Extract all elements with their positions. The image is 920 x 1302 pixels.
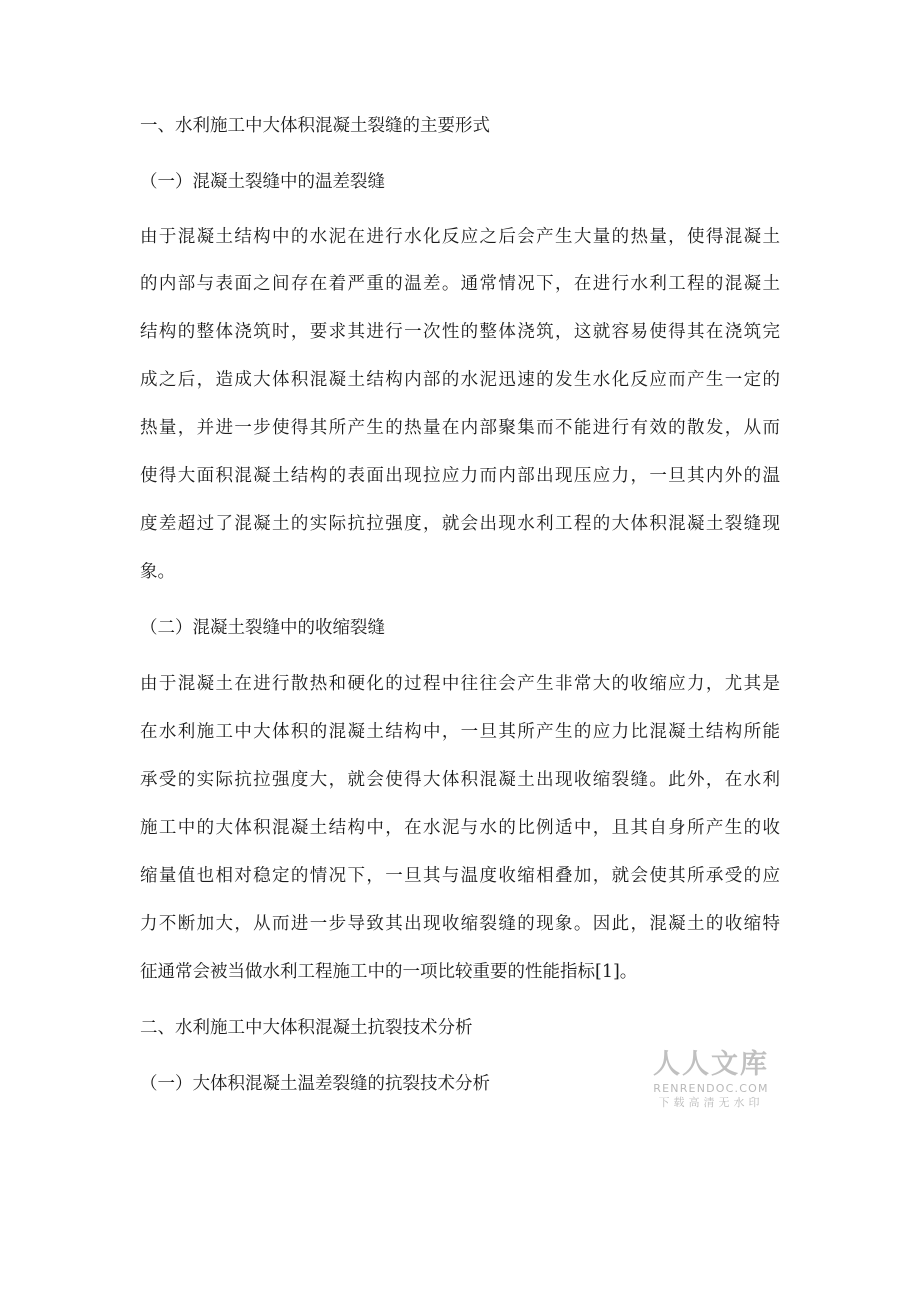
watermark-subtitle: 下载高清无水印 (658, 1096, 764, 1109)
section-heading-1: 一、水利施工中大体积混凝土裂缝的主要形式 (140, 116, 490, 136)
paragraph-line: 成之后，造成大体积混凝土结构内部的水泥迅速的发生水化反应而产生一定的 (140, 370, 780, 390)
paragraph-line: 的内部与表面之间存在着严重的温差。通常情况下，在进行水利工程的混凝土 (140, 274, 780, 294)
paragraph-line: 由于混凝土结构中的水泥在进行水化反应之后会产生大量的热量，使得混凝土 (140, 227, 780, 247)
paragraph-line: 由于混凝土在进行散热和硬化的过程中往往会产生非常大的收缩应力，尤其是 (140, 674, 780, 694)
paragraph-line: 征通常会被当做水利工程施工中的一项比较重要的性能指标[1]。 (140, 962, 638, 982)
paragraph-line: 热量，并进一步使得其所产生的热量在内部聚集而不能进行有效的散发，从而 (140, 418, 780, 438)
subsection-heading-2: （二）混凝土裂缝中的收缩裂缝 (140, 618, 385, 638)
paragraph-line: 在水利施工中大体积的混凝土结构中，一旦其所产生的应力比混凝土结构所能 (140, 722, 780, 742)
paragraph-line: 使得大面积混凝土结构的表面出现拉应力而内部出现压应力，一旦其内外的温 (140, 466, 780, 486)
paragraph-line: 力不断加大，从而进一步导致其出现收缩裂缝的现象。因此，混凝土的收缩特 (140, 914, 780, 934)
section-heading-2: 二、水利施工中大体积混凝土抗裂技术分析 (140, 1018, 473, 1038)
paragraph-line: 承受的实际抗拉强度大，就会使得大体积混凝土出现收缩裂缝。此外，在水利 (140, 770, 780, 790)
paragraph-line: 施工中的大体积混凝土结构中，在水泥与水的比例适中，且其自身所产生的收 (140, 818, 780, 838)
paragraph-line: 象。 (140, 562, 175, 582)
watermark-domain: RENRENDOC.COM (653, 1082, 769, 1095)
paragraph-line: 结构的整体浇筑时，要求其进行一次性的整体浇筑，这就容易使得其在浇筑完 (140, 322, 780, 342)
paragraph-line: 缩量值也相对稳定的情况下，一旦其与温度收缩相叠加，就会使其所承受的应 (140, 866, 780, 886)
watermark-title: 人人文库 (653, 1049, 769, 1080)
paragraph-line: 度差超过了混凝土的实际抗拉强度，就会出现水利工程的大体积混凝土裂缝现 (140, 514, 780, 534)
subsection-heading-1: （一）混凝土裂缝中的温差裂缝 (140, 172, 385, 192)
watermark (648, 1050, 774, 1109)
subsection-heading-3: （一）大体积混凝土温差裂缝的抗裂技术分析 (140, 1074, 490, 1094)
